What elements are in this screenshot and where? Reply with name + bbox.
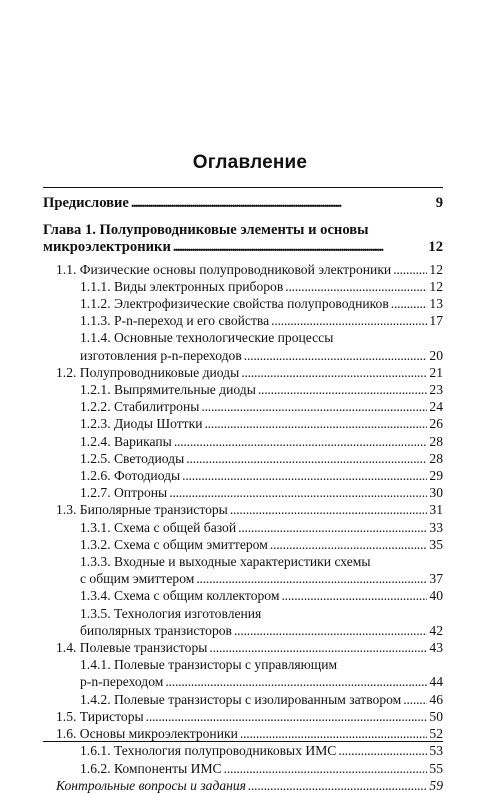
toc-entry[interactable] <box>43 261 443 278</box>
dot-leader <box>403 691 427 708</box>
toc-page-number: 26 <box>429 416 443 432</box>
toc-page-number: 35 <box>429 536 443 552</box>
toc-page-number: 28 <box>429 450 443 466</box>
toc-entry-title: 1.1.3. P-n-переход и его свойства <box>80 313 270 329</box>
toc-page-number: 50 <box>429 708 443 724</box>
toc-entry-title: 1.2.3. Диоды Шоттки <box>80 416 203 432</box>
toc-page-number: 17 <box>429 313 443 329</box>
toc-entry-title: 1.3.3. Входные и выходные характеристики схемы <box>80 554 371 570</box>
toc-page-number: 42 <box>429 622 443 638</box>
toc-entry[interactable] <box>43 519 443 536</box>
toc-page-number: 46 <box>429 691 443 707</box>
toc-entry-title: 1.6.2. Компоненты ИМС <box>80 760 222 776</box>
toc-entry[interactable] <box>43 708 443 725</box>
toc-entry-title: Глава 1. Полупроводниковые элементы и основы <box>43 222 369 239</box>
toc-entry-title: 1.2.7. Оптроны <box>80 485 168 501</box>
toc-entry[interactable] <box>43 501 443 518</box>
toc-page-number: 29 <box>429 468 443 484</box>
toc-page-number: 52 <box>429 726 443 742</box>
dot-leader <box>248 777 427 794</box>
toc-entry-title: 1.4.1. Полевые транзисторы с управляющим <box>80 657 338 673</box>
toc-page-number: 40 <box>429 588 443 604</box>
toc-entry[interactable] <box>43 777 443 794</box>
toc-entry-title: 1.2. Полупроводниковые диоды <box>56 364 240 380</box>
toc-entry-title-continuation: изготовления p-n-переходов <box>80 347 242 363</box>
toc-entry[interactable] <box>43 364 443 381</box>
toc-entry-title: 1.4.2. Полевые транзисторы с изолированным затвором <box>80 691 402 707</box>
toc-entry-title-continuation: с общим эмиттером <box>80 571 195 587</box>
toc-page-number: 33 <box>429 519 443 535</box>
toc-entry[interactable] <box>43 450 443 467</box>
dot-leader <box>146 708 428 725</box>
toc-page-number: 12 <box>428 239 443 256</box>
dot-leader <box>131 195 434 212</box>
dot-leader <box>240 725 428 742</box>
toc-entry-title: Предисловие <box>43 195 129 211</box>
toc-entry-title: 1.3.4. Схема с общим коллектором <box>80 588 280 604</box>
toc-entry[interactable] <box>43 312 443 329</box>
dot-leader <box>241 364 427 381</box>
toc-page-number: 31 <box>429 502 443 518</box>
dot-leader <box>238 519 427 536</box>
toc-page-number: 21 <box>429 364 443 380</box>
toc-page-number: 20 <box>429 347 443 363</box>
toc-page-number: 23 <box>429 382 443 398</box>
dot-leader <box>173 239 427 256</box>
page-title: Оглавление <box>192 152 308 173</box>
toc-entry[interactable] <box>43 553 443 587</box>
toc-page-number: 28 <box>429 433 443 449</box>
dot-leader <box>234 622 427 639</box>
dot-leader <box>271 312 427 329</box>
dot-leader <box>165 673 427 690</box>
toc-entry-title: 1.3.1. Схема с общей базой <box>80 519 237 535</box>
toc-entry-title: 1.2.5. Светодиоды <box>80 450 185 466</box>
dot-leader <box>258 381 428 398</box>
toc-entry-title-continuation: микроэлектроники <box>43 239 171 256</box>
toc-entry-title: Контрольные вопросы и задания <box>56 777 246 793</box>
toc-entry[interactable] <box>43 398 443 415</box>
toc-entry[interactable] <box>43 467 443 484</box>
dot-leader <box>230 501 428 518</box>
toc-page-number: 55 <box>429 760 443 776</box>
dot-leader <box>244 347 428 364</box>
dot-leader <box>281 587 427 604</box>
toc-page-number: 44 <box>429 674 443 690</box>
toc-entry[interactable] <box>43 587 443 604</box>
toc-page-number: 53 <box>429 743 443 759</box>
toc-entry-title: 1.3. Биполярные транзисторы <box>56 502 228 518</box>
toc-entry-title: 1.2.2. Стабилитроны <box>80 399 200 415</box>
dot-leader <box>391 295 428 312</box>
toc-entry-title: 1.6.1. Технология полупроводниковых ИМС <box>80 743 337 759</box>
toc-entry-title: 1.5. Тиристоры <box>56 708 144 724</box>
toc-entry[interactable] <box>43 725 443 742</box>
toc-entry[interactable] <box>43 742 443 759</box>
toc-entry-title: 1.1.4. Основные технологические процессы <box>80 330 334 346</box>
toc-entry[interactable] <box>43 656 443 690</box>
toc-entry[interactable] <box>43 222 443 256</box>
toc-entry[interactable] <box>43 381 443 398</box>
toc-entry-title: 1.2.6. Фотодиоды <box>80 468 181 484</box>
toc-entry[interactable] <box>43 415 443 432</box>
toc-entry[interactable] <box>43 278 443 295</box>
toc-entry[interactable] <box>43 484 443 501</box>
toc-entry[interactable] <box>43 536 443 553</box>
toc-entry[interactable] <box>43 760 443 777</box>
toc-entry-title-continuation: биполярных транзисторов <box>80 622 232 638</box>
dot-leader <box>393 261 427 278</box>
toc-entry[interactable] <box>43 433 443 450</box>
toc-page-number: 59 <box>429 777 443 793</box>
toc-page-number: 30 <box>429 485 443 501</box>
toc-entry-title: 1.3.5. Технология изготовления <box>80 605 262 621</box>
toc-entry-title-continuation: p-n-переходом <box>80 674 164 690</box>
toc-page-number: 12 <box>429 261 443 277</box>
toc-page-number: 43 <box>429 640 443 656</box>
dot-leader <box>169 484 427 501</box>
toc-entry[interactable] <box>43 605 443 639</box>
dot-leader <box>204 415 427 432</box>
dot-leader <box>201 398 427 415</box>
dot-leader <box>285 278 427 295</box>
toc-entry[interactable] <box>43 195 443 212</box>
toc-entry-title: 1.2.4. Варикапы <box>80 433 172 449</box>
toc-page-number: 37 <box>429 571 443 587</box>
dot-leader <box>186 450 427 467</box>
title-rule <box>43 187 443 188</box>
toc-entry-title: 1.4. Полевые транзисторы <box>56 640 208 656</box>
toc-page-number: 13 <box>429 296 443 312</box>
dot-leader <box>182 467 427 484</box>
toc-entry[interactable] <box>43 295 443 312</box>
table-of-contents <box>43 195 443 794</box>
dot-leader <box>196 570 427 587</box>
toc-page-number: 12 <box>429 278 443 294</box>
toc-entry[interactable] <box>43 691 443 708</box>
toc-entry-title: 1.1. Физические основы полупроводниковой электроники <box>56 261 392 277</box>
toc-entry[interactable] <box>43 639 443 656</box>
toc-page-number: 9 <box>435 195 443 211</box>
toc-entry-title: 1.1.1. Виды электронных приборов <box>80 278 284 294</box>
toc-entry-title: 1.3.2. Схема с общим эмиттером <box>80 536 268 552</box>
dot-leader <box>270 536 428 553</box>
toc-entry-title: 1.2.1. Выпрямительные диоды <box>80 382 256 398</box>
dot-leader <box>338 742 427 759</box>
toc-entry[interactable] <box>43 329 443 363</box>
toc-entry-title: 1.6. Основы микроэлектроники <box>56 726 238 742</box>
dot-leader <box>174 433 428 450</box>
dot-leader <box>209 639 427 656</box>
dot-leader <box>224 760 428 777</box>
toc-page-number: 24 <box>429 399 443 415</box>
toc-entry-title: 1.1.2. Электрофизические свойства полупроводников <box>80 296 389 312</box>
